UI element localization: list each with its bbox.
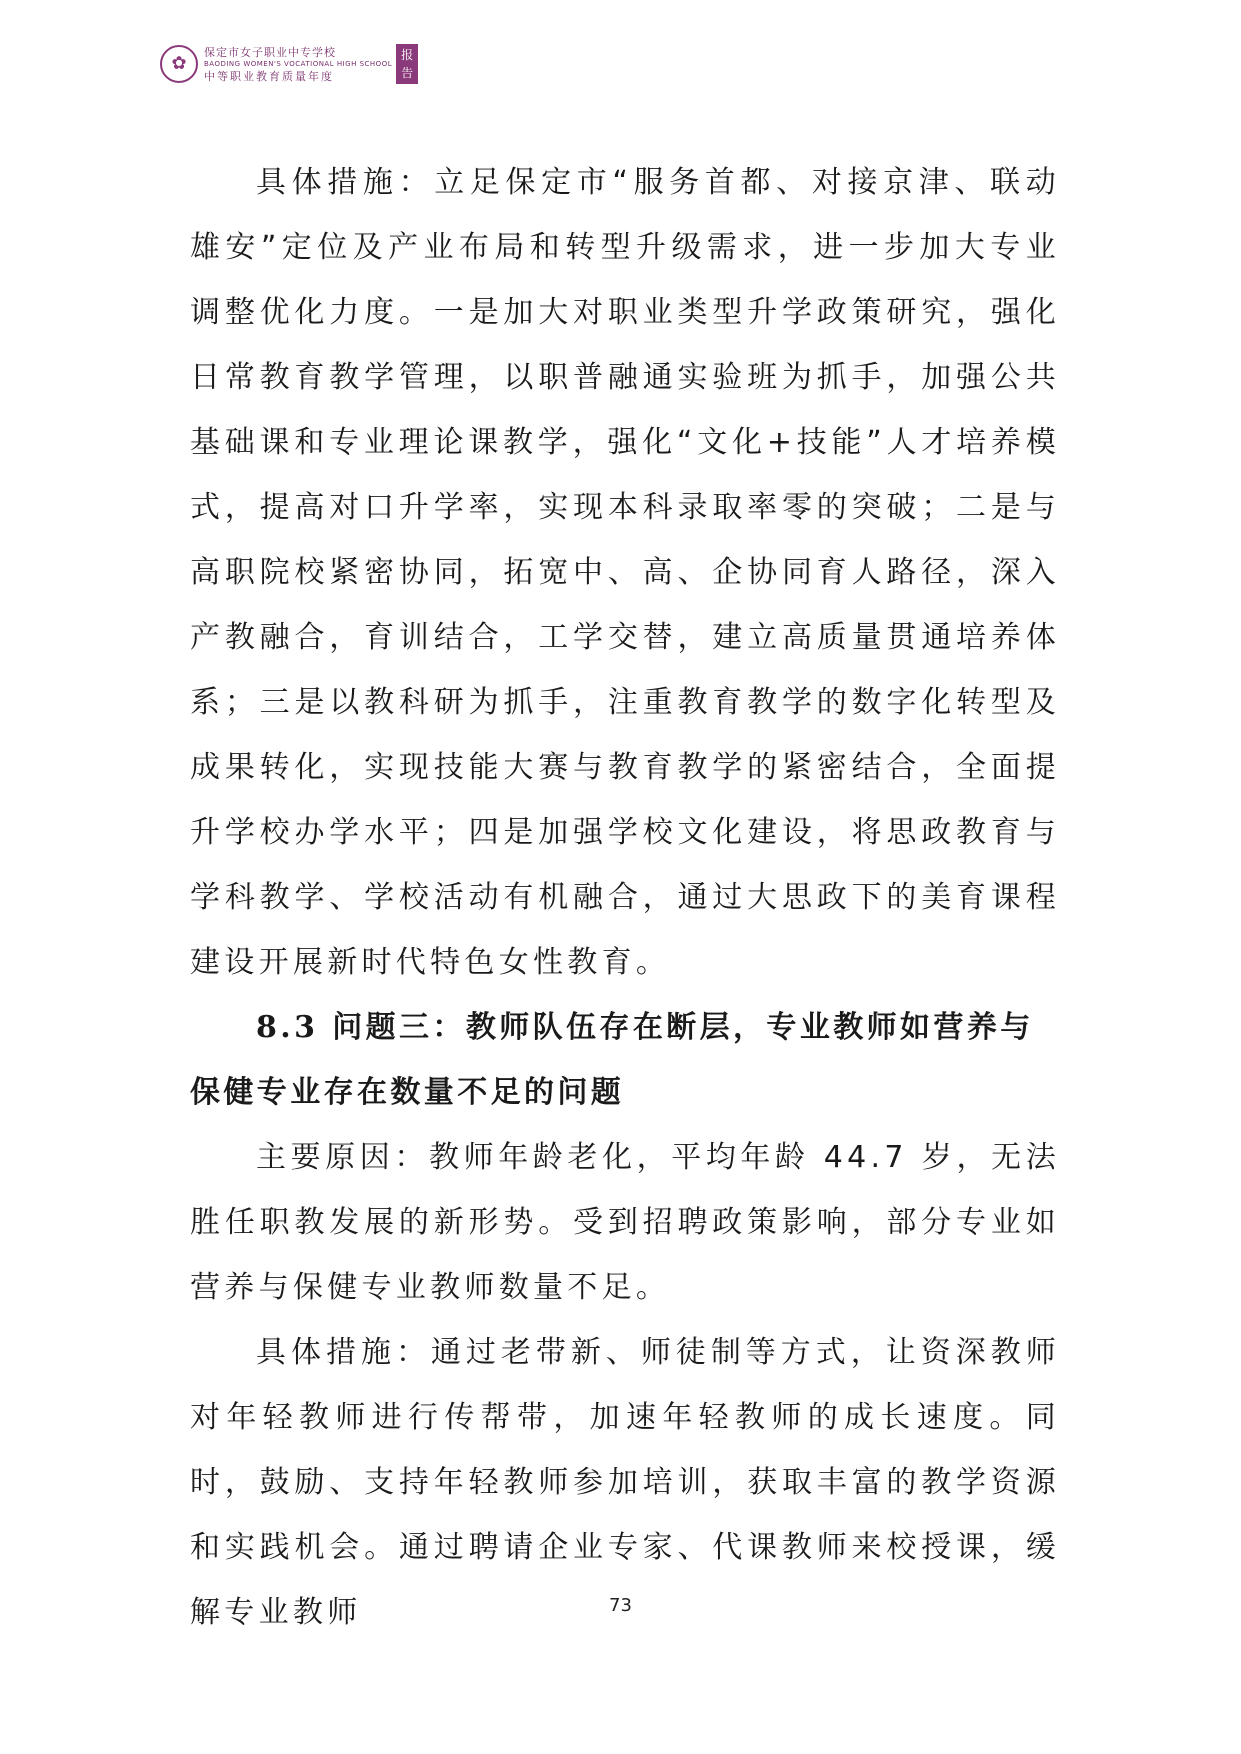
header-text-block (204, 44, 392, 84)
school-name-en: BAODING WOMEN'S VOCATIONAL HIGH SCHOOL (204, 60, 393, 68)
page-number: 73 (609, 1595, 632, 1616)
report-badge (396, 44, 418, 84)
report-badge-char-1: 报 (401, 48, 414, 62)
report-badge-char-2: 告 (401, 66, 414, 80)
page-header (160, 44, 418, 84)
section-heading-8-3: 8.3 问题三：教师队伍存在断层，专业教师如营养与保健专业存在数量不足的问题 (190, 1010, 1034, 1110)
measures-paragraph: 具体措施：立足保定市“服务首都、对接京津、联动雄安”定位及产业布局和转型升级需求，进一步加大专业调整优化力度。一是加大对职业类型升学政策研究，强化日常教育教学管理，以职普融通实验班为抓手，加强公共基础课和专业理论课教学，强化“文化+技能”人才培养模式，提高对口升学率，实现本科录取率零的突破；二是与高职院校紧密协同，拓宽中、高、企协同育人路径，深入产教融合，育训结合，工学交替，建立高质量贯通培养体系；三是以教科研为抓手，注重教育教学的数字化转型及成果转化，实现技能大赛与教育教学的紧密结合，全面提升学校办学水平；四是加强学校文化建设，将思政教育与学科教学、学校活动有机融合，通过大思政下的美育课程建设开展新时代特色女性教育。 (190, 165, 1060, 980)
teacher-measures-paragraph: 具体措施：通过老带新、师徒制等方式，让资深教师对年轻教师进行传帮带，加速年轻教师的成长速度。同时，鼓励、支持年轻教师参加培训，获取丰富的教学资源和实践机会。通过聘请企业专家、代课教师来校授课，缓解专业教师 (190, 1335, 1060, 1630)
school-name: 保定市女子职业中专学校 (204, 46, 336, 59)
page-content (190, 150, 1060, 1645)
main-reasons-paragraph: 主要原因：教师年龄老化，平均年龄 44.7 岁，无法胜任职教发展的新形势。受到招聘政策影响，部分专业如营养与保健专业教师数量不足。 (190, 1140, 1060, 1305)
report-subtitle: 中等职业教育质量年度 (204, 70, 334, 83)
school-logo-icon: ✿ (160, 45, 198, 83)
